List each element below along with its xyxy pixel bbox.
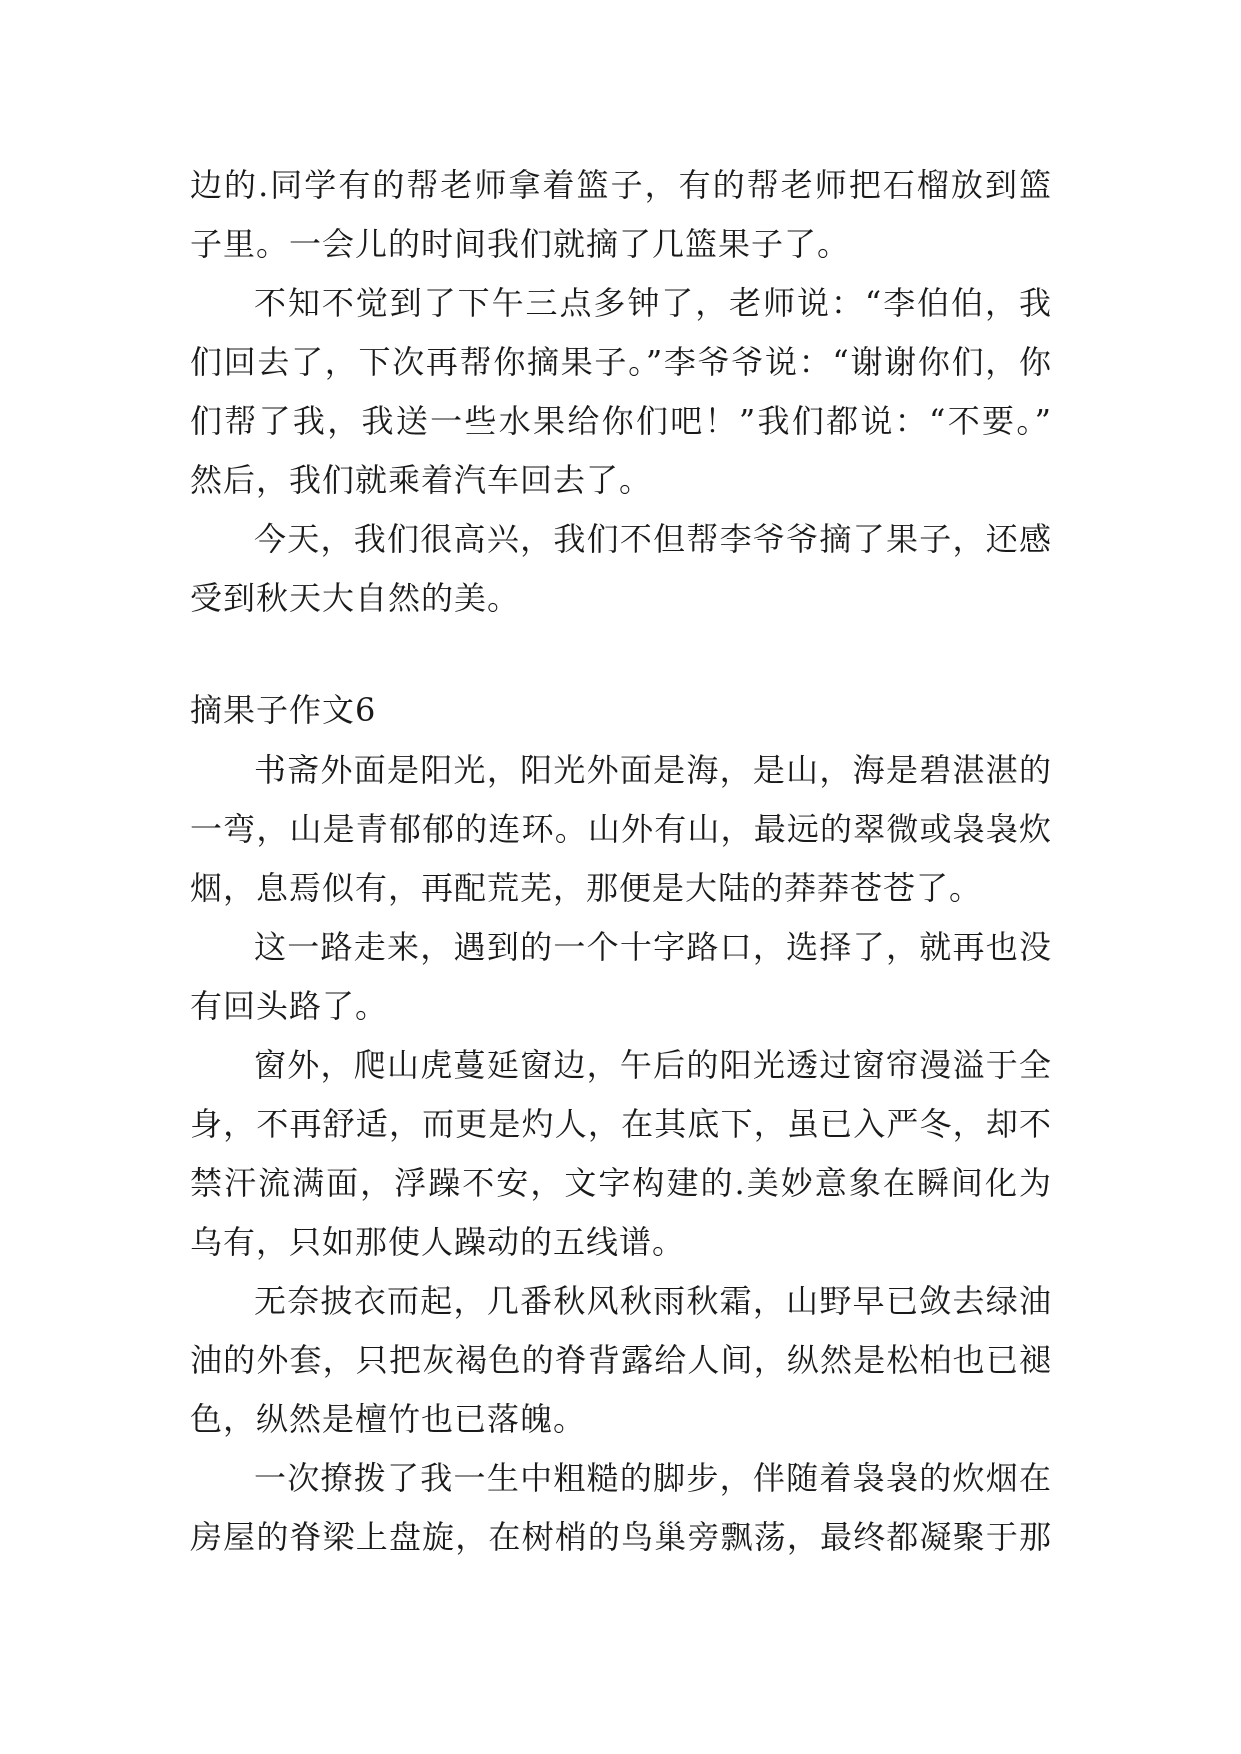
paragraph-line: 们帮了我，我送一些水果给你们吧！”我们都说：“不要。”: [190, 402, 1052, 440]
paragraph-line: 不知不觉到了下午三点多钟了，老师说：“李伯伯，我: [254, 284, 1052, 322]
essay-heading: 摘果子作文6: [190, 691, 377, 729]
paragraph-line: 一次撩拨了我一生中粗糙的脚步，伴随着袅袅的炊烟在: [254, 1459, 1052, 1497]
paragraph-line: 身，不再舒适，而更是灼人，在其底下，虽已入严冬，却不: [190, 1105, 1052, 1143]
paragraph-line: 色，纵然是檀竹也已落魄。: [190, 1400, 587, 1438]
paragraph-line: 子里。一会儿的时间我们就摘了几篮果子了。: [190, 225, 851, 263]
paragraph-line: 这一路走来，遇到的一个十字路口，选择了，就再也没: [254, 928, 1052, 966]
paragraph-line: 受到秋天大自然的美。: [190, 579, 521, 617]
paragraph-line: 禁汗流满面，浮躁不安，文字构建的.美妙意象在瞬间化为: [190, 1164, 1052, 1202]
paragraph-line: 房屋的脊梁上盘旋，在树梢的鸟巢旁飘荡，最终都凝聚于那: [190, 1518, 1052, 1556]
paragraph-line: 今天，我们很高兴，我们不但帮李爷爷摘了果子，还感: [254, 520, 1052, 558]
paragraph-line: 书斋外面是阳光，阳光外面是海，是山，海是碧湛湛的: [254, 751, 1052, 789]
paragraph-line: 无奈披衣而起，几番秋风秋雨秋霜，山野早已敛去绿油: [254, 1282, 1052, 1320]
paragraph-line: 窗外，爬山虎蔓延窗边，午后的阳光透过窗帘漫溢于全: [254, 1046, 1052, 1084]
paragraph-line: 油的外套，只把灰褐色的脊背露给人间，纵然是松柏也已褪: [190, 1341, 1052, 1379]
paragraph-line: 乌有，只如那使人躁动的五线谱。: [190, 1223, 686, 1261]
paragraph-line: 一弯，山是青郁郁的连环。山外有山，最远的翠微或袅袅炊: [190, 810, 1052, 848]
paragraph-line: 边的.同学有的帮老师拿着篮子，有的帮老师把石榴放到篮: [190, 166, 1052, 204]
paragraph-line: 烟，息焉似有，再配荒芜，那便是大陆的莽莽苍苍了。: [190, 869, 983, 907]
paragraph-line: 们回去了，下次再帮你摘果子。”李爷爷说：“谢谢你们，你: [190, 343, 1052, 381]
paragraph-line: 有回头路了。: [190, 987, 389, 1025]
paragraph-line: 然后，我们就乘着汽车回去了。: [190, 461, 653, 499]
